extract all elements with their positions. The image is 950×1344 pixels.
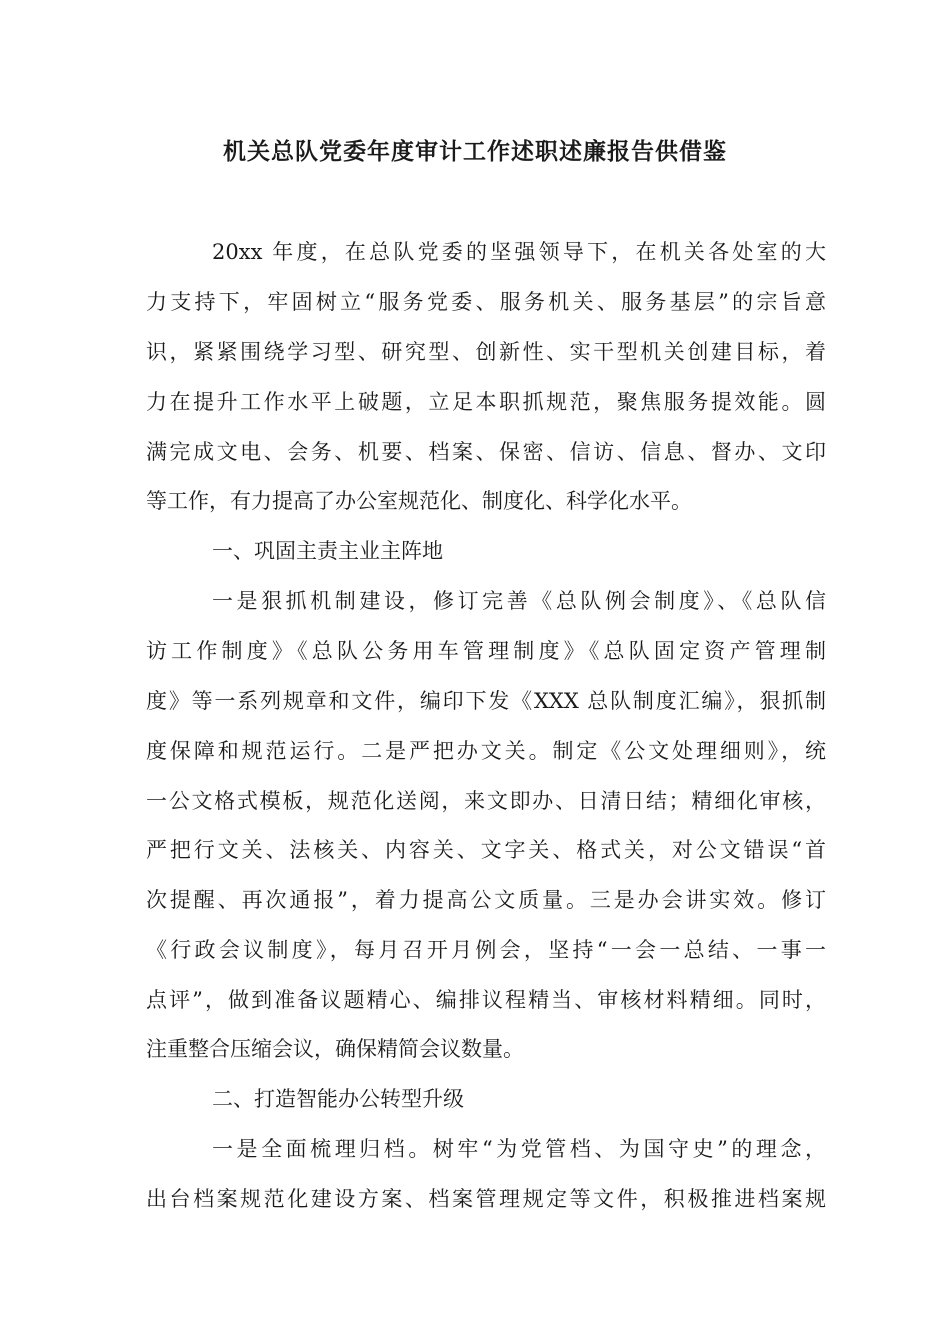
paragraph-2-line-8: 《行政会议制度》，每月召开月例会，坚持“一会一总结、一事一 xyxy=(146,938,826,962)
paragraph-2-line-1: 一是狠抓机制建设，修订完善《总队例会制度》、《总队信 xyxy=(212,589,826,613)
paragraph-1-line-5: 满完成文电、会务、机要、档案、保密、信访、信息、督办、文印 xyxy=(146,440,826,464)
paragraph-2-line-7: 次提醒、再次通报”，着力提高公文质量。三是办会讲实效。修订 xyxy=(146,888,826,912)
section-heading-1: 一、巩固主责主业主阵地 xyxy=(212,539,443,563)
paragraph-2-line-9: 点评”，做到准备议题精心、编排议程精当、审核材料精细。同时， xyxy=(146,988,826,1012)
document-title: 机关总队党委年度审计工作述职述廉报告供借鉴 xyxy=(223,139,727,165)
paragraph-3-line-1: 一是全面梳理归档。树牢“为党管档、为国守史”的理念， xyxy=(212,1137,826,1161)
paragraph-2-line-10: 注重整合压缩会议，确保精简会议数量。 xyxy=(146,1037,524,1061)
section-heading-2: 二、打造智能办公转型升级 xyxy=(212,1087,464,1111)
paragraph-1-line-2: 力支持下，牢固树立“服务党委、服务机关、服务基层”的宗旨意 xyxy=(146,290,826,314)
paragraph-1-line-4: 力在提升工作水平上破题，立足本职抓规范，聚焦服务提效能。圆 xyxy=(146,390,826,414)
paragraph-2-line-3: 度》等一系列规章和文件，编印下发《XXX 总队制度汇编》，狠抓制 xyxy=(146,689,826,713)
paragraph-2-line-6: 严把行文关、法核关、内容关、文字关、格式关，对公文错误“首 xyxy=(146,838,826,862)
paragraph-1-line-3: 识，紧紧围绕学习型、研究型、创新性、实干型机关创建目标，着 xyxy=(146,340,826,364)
paragraph-2-line-2: 访工作制度》《总队公务用车管理制度》《总队固定资产管理制 xyxy=(146,639,826,663)
paragraph-2-line-5: 一公文格式模板，规范化送阅，来文即办、日清日结；精细化审核， xyxy=(146,789,826,813)
paragraph-1-line-1: 20xx 年度，在总队党委的坚强领导下，在机关各处室的大 xyxy=(212,240,826,264)
paragraph-1-line-6: 等工作，有力提高了办公室规范化、制度化、科学化水平。 xyxy=(146,489,692,513)
paragraph-3-line-2: 出台档案规范化建设方案、档案管理规定等文件，积极推进档案规 xyxy=(146,1187,826,1211)
paragraph-2-line-4: 度保障和规范运行。二是严把办文关。制定《公文处理细则》，统 xyxy=(146,739,826,763)
